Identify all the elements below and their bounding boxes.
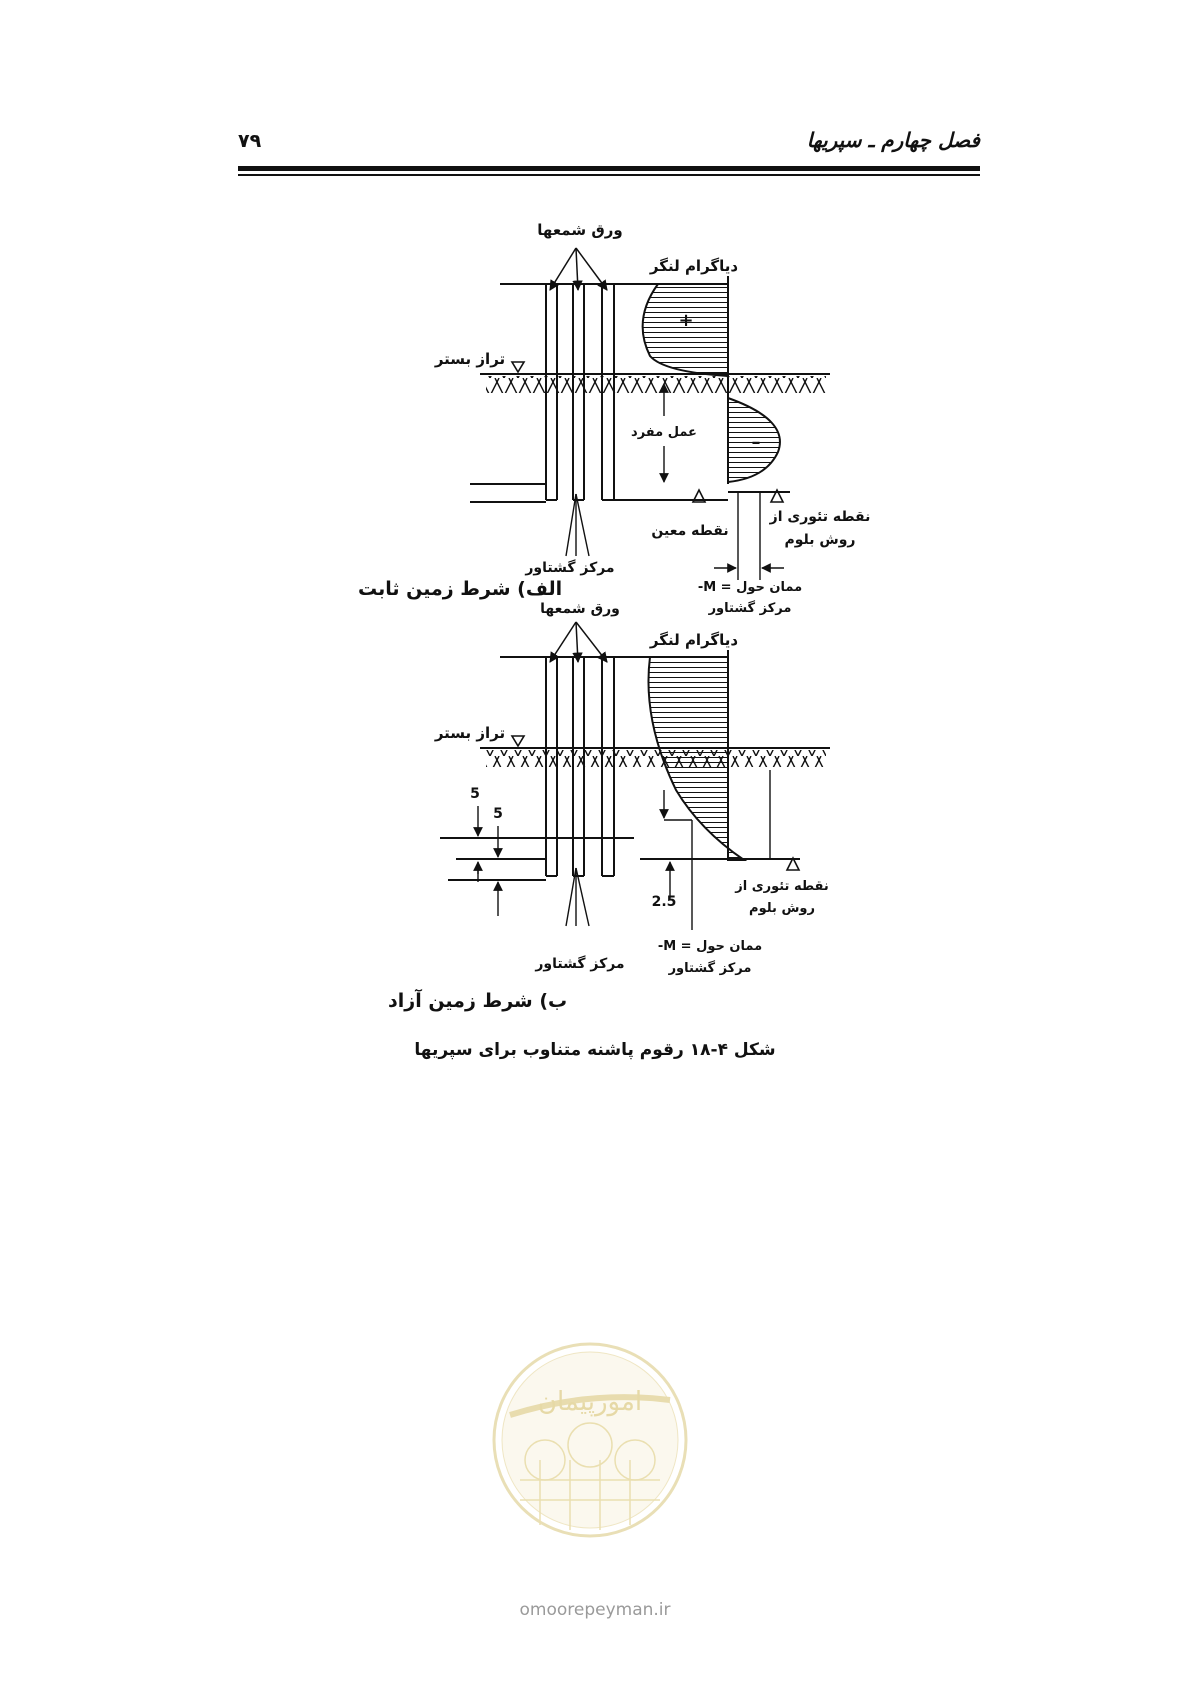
chapter-title: فصل چهارم ـ سپریها xyxy=(806,128,980,152)
watermark-site: omoorepeyman.ir xyxy=(519,1600,671,1620)
label-moment-diagram-b: دیاگرام لنگر xyxy=(649,631,739,649)
label-sheet-piles-b: ورق شمعها xyxy=(540,601,620,617)
label-moment-about-a2: مرکز گشتاور xyxy=(708,601,792,616)
watermark-brand: امورپیمان xyxy=(537,1387,643,1417)
label-dredge-level-b: تراز بستر xyxy=(434,724,506,742)
subcaption-a: الف) شرط زمین ثابت xyxy=(358,578,563,600)
label-dim-5b: 5 xyxy=(493,806,503,822)
label-theory-point-b1: نقطه تئوری از xyxy=(735,879,829,894)
soil-hatch-a xyxy=(486,376,826,393)
label-plus: + xyxy=(678,310,694,331)
label-center-moment-a: مرکز گشتاور xyxy=(525,560,615,576)
label-sheet-piles-a: ورق شمعها xyxy=(537,221,623,239)
soil-hatch-b xyxy=(486,750,826,767)
label-theory-point-a1: نقطه تئوری از xyxy=(769,509,871,525)
label-moment-about-a1: ممان حول = M- xyxy=(697,580,803,595)
label-moment-about-b2: مرکز گشتاور xyxy=(668,961,752,976)
page-number: ۷۹ xyxy=(238,130,262,152)
label-minus: – xyxy=(751,432,761,453)
diagram-a xyxy=(434,221,871,616)
label-dim-25: 2.5 xyxy=(651,894,677,910)
dredge-level-icon xyxy=(512,736,524,746)
label-specific-point: نقطه معین xyxy=(651,523,729,539)
subcaption-b: ب) شرط زمین آزاد xyxy=(388,990,568,1012)
dredge-level-icon xyxy=(512,362,524,372)
watermark-logo xyxy=(480,1330,700,1570)
label-single-action: عمل مفرد xyxy=(631,425,697,440)
label-dredge-level-a: تراز بستر xyxy=(434,350,506,368)
label-moment-about-b1: ممان حول = M- xyxy=(657,939,763,954)
figure-caption: شکل ۴-۱۸ رقوم پاشنه متناوب برای سپریها xyxy=(414,1040,776,1060)
label-theory-point-a2: روش بلوم xyxy=(784,532,856,548)
label-dim-5a: 5 xyxy=(470,786,480,802)
label-theory-point-b2: روش بلوم xyxy=(749,901,815,916)
diagram-b xyxy=(434,601,830,976)
label-center-moment-b: مرکز گشتاور xyxy=(535,956,625,972)
label-moment-diagram-a: دیاگرام لنگر xyxy=(649,257,739,275)
